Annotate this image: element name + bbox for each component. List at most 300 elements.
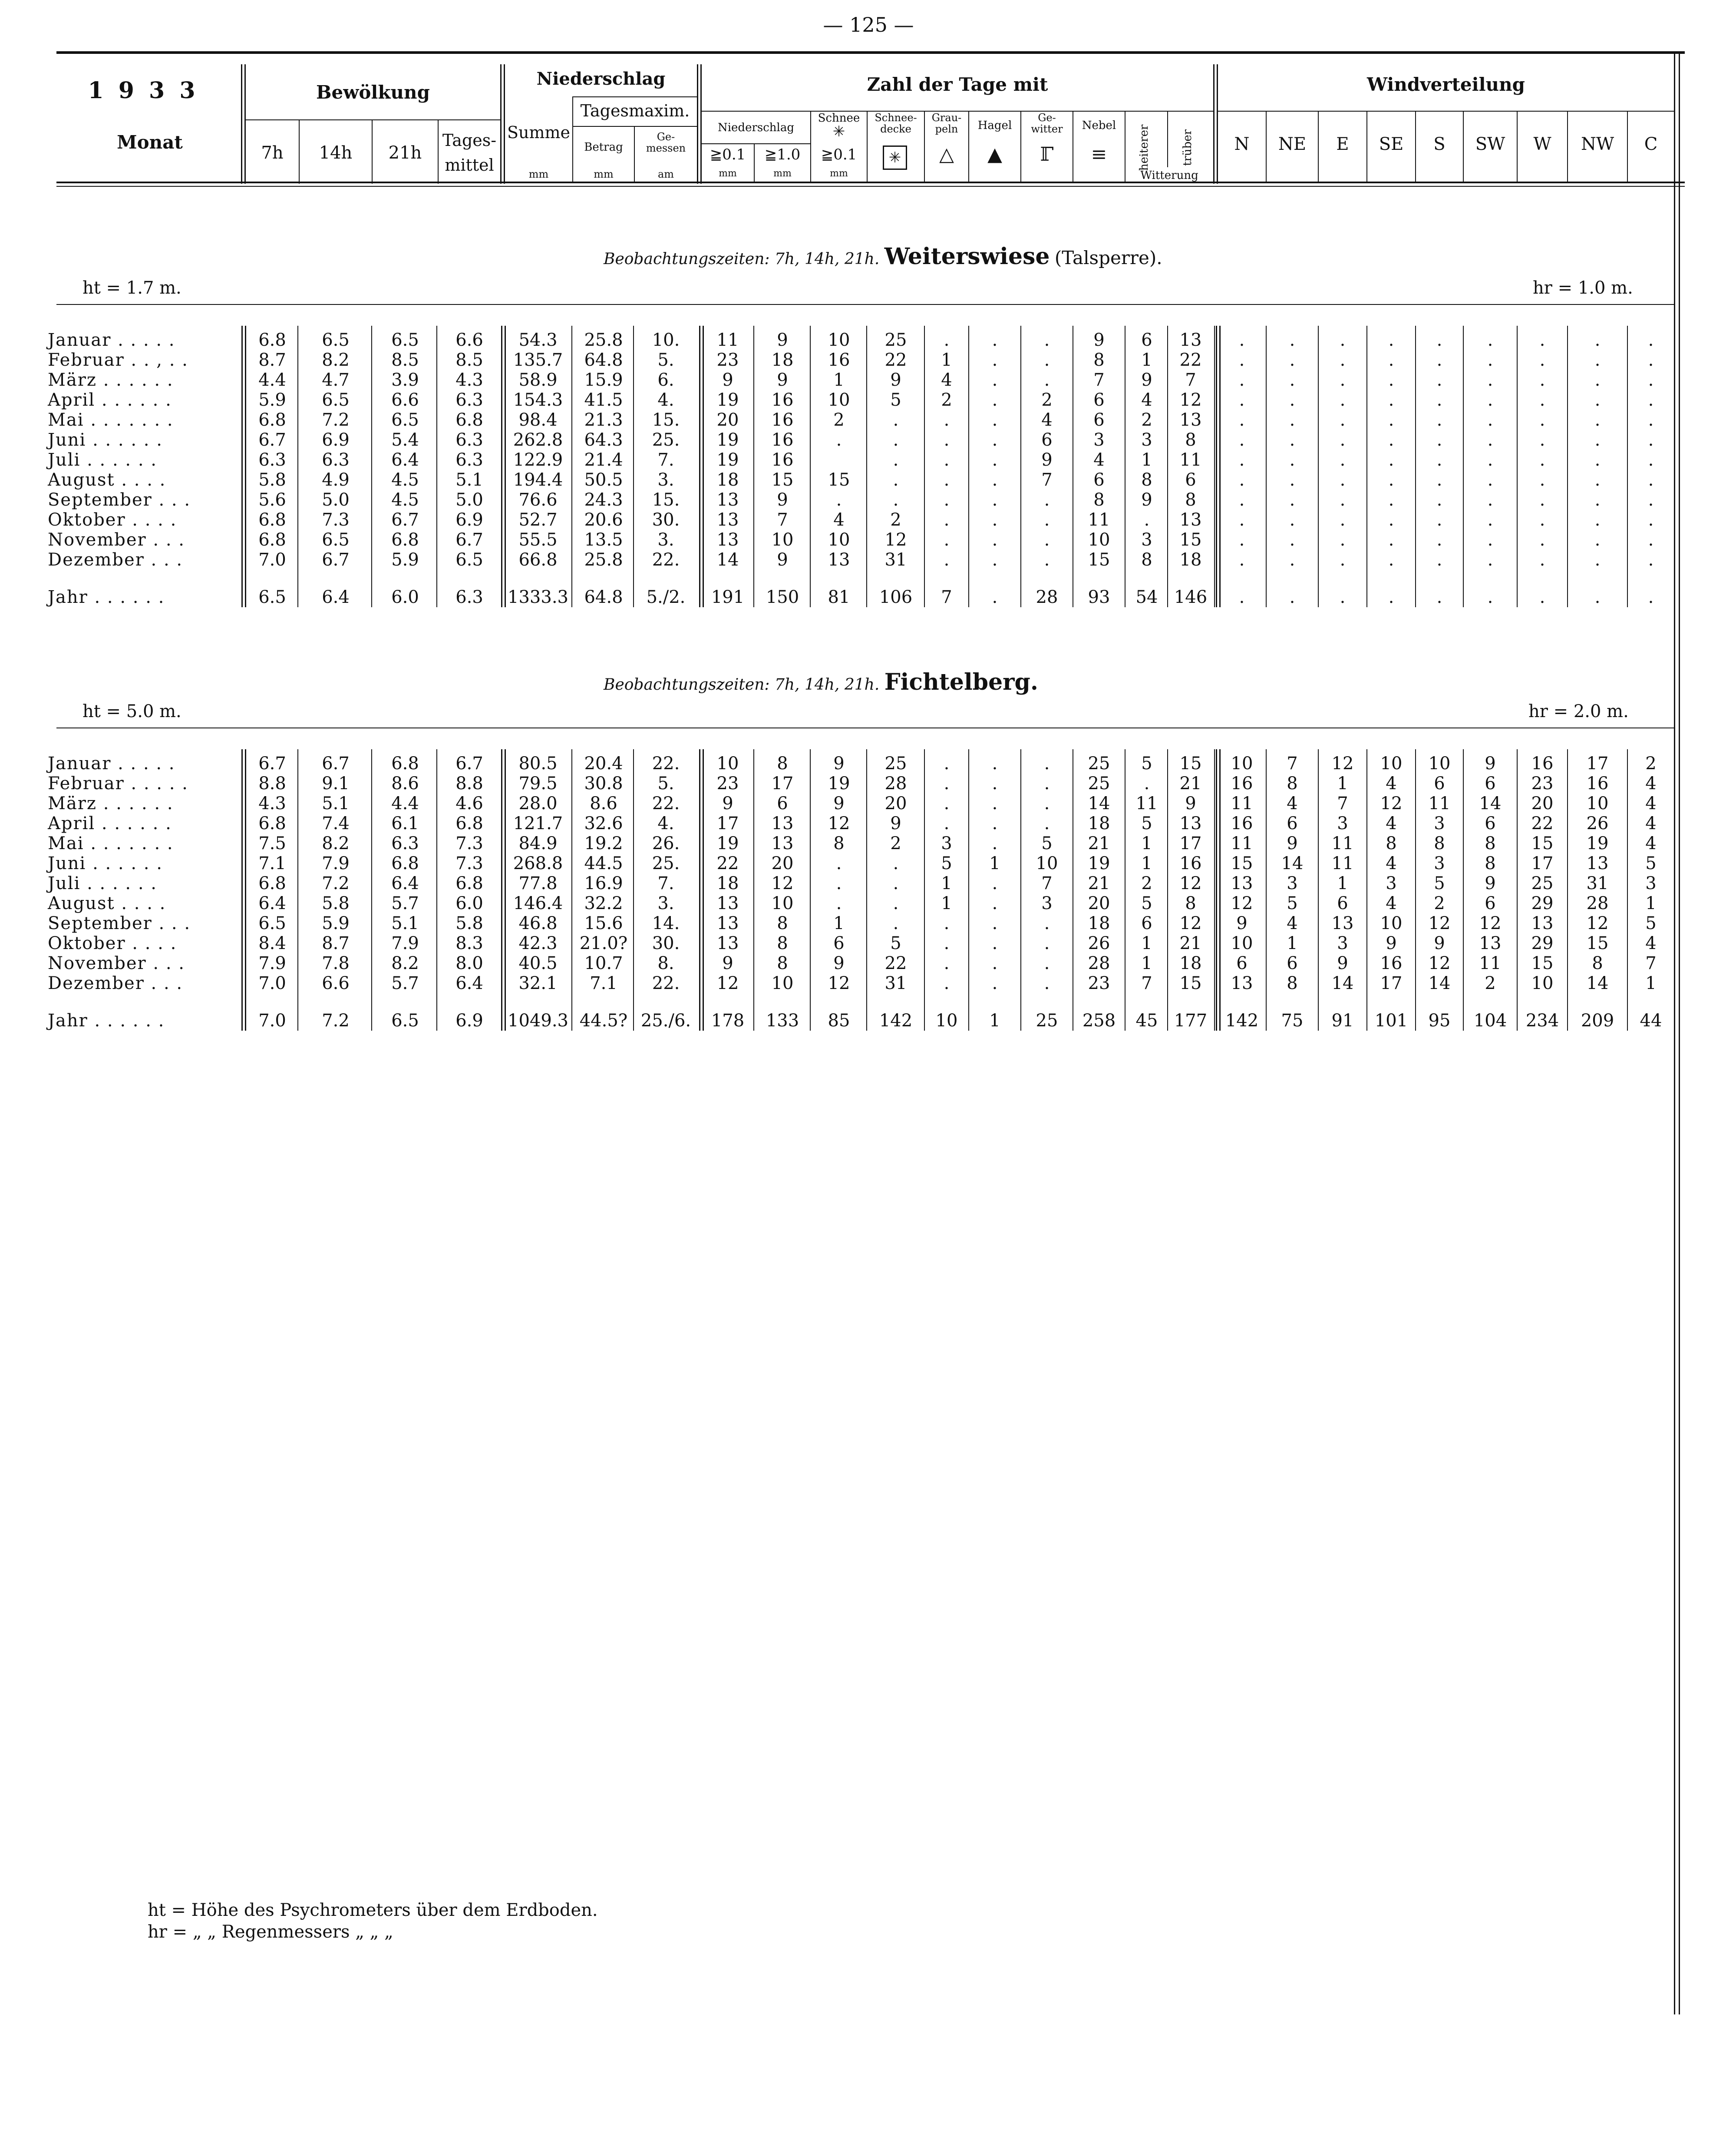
cell-summe: 146.4 [513,893,563,913]
cell-nebel: 4 [1093,450,1105,470]
station-2-hr: hr = 2.0 m. [1528,701,1629,721]
cell-bew-7h: 6.8 [258,330,286,350]
cell-wind-NE: . [1289,410,1295,430]
cell-max-betrag: 44.5 [584,853,623,873]
cell-schnee: 13 [828,550,850,570]
cell-bew-14h: 5.8 [322,893,350,913]
cell-wind-SE: 101 [1374,1011,1408,1031]
cell-wind-SW: 9 [1485,873,1496,893]
cell-schneedecke: 9 [890,814,901,833]
column-divider [968,326,969,607]
cell-heiter: . [1144,510,1150,530]
cell-schnee: . [836,490,842,510]
cell-summe: 262.8 [513,430,563,450]
cell-wind-S: 10 [1428,754,1451,774]
cell-wind-NW: . [1594,510,1601,530]
cell-max-betrag: 50.5 [584,470,623,490]
cell-schnee: . [836,430,842,450]
cell-graupeln: . [944,430,950,450]
cell-bew-mittel: 6.7 [455,530,483,550]
cell-wind-SE: 12 [1380,794,1403,814]
cell-wind-NW: 17 [1586,754,1609,774]
cell-wind-W: 17 [1531,853,1554,873]
cell-month: Mai . . . . . . . [48,410,174,430]
cell-wind-C: . [1648,490,1654,510]
cell-wind-S: 12 [1428,913,1451,933]
monat-label: Monat [117,132,183,153]
cell-bew-14h: 4.7 [322,370,350,390]
cell-trueb: 13 [1179,510,1202,530]
table-row [48,814,1672,833]
cell-nied-ge10: 10 [771,973,794,993]
cell-schneedecke: 31 [885,550,907,570]
cell-wind-N: 9 [1236,913,1248,933]
column-divider [1463,326,1464,607]
cell-graupeln: 2 [941,390,952,410]
cell-heiter: 1 [1141,450,1152,470]
table-row [48,530,1672,550]
cell-wind-E: 9 [1337,953,1348,973]
cell-month: August . . . . [48,470,166,490]
cell-wind-W: 15 [1531,953,1554,973]
niederschlag-label: Niederschlag [536,69,666,89]
cell-nebel: 19 [1088,853,1110,873]
cell-wind-E: 6 [1337,893,1348,913]
cell-wind-W: . [1539,450,1545,470]
cell-max-gemessen: 25./6. [640,1011,691,1031]
cell-wind-S: . [1436,470,1442,490]
cell-hagel: . [992,774,998,794]
cell-nied-ge10: 6 [777,794,788,814]
cell-bew-7h: 6.8 [258,530,286,550]
cell-hagel: 1 [989,853,1000,873]
cell-hagel: . [992,510,998,530]
cell-max-betrag: 41.5 [584,390,623,410]
cell-nied-ge01: 18 [716,470,739,490]
cell-bew-21h: 6.5 [391,1011,419,1031]
cell-bew-14h: 5.1 [322,794,350,814]
cell-wind-C: . [1648,530,1654,550]
cell-wind-SW: 11 [1479,953,1502,973]
column-divider [703,749,704,1031]
cell-graupeln: . [944,550,950,570]
cell-summe: 55.5 [518,530,558,550]
cell-wind-E: 1 [1337,873,1348,893]
cell-wind-N: 142 [1225,1011,1259,1031]
cell-wind-W: . [1539,490,1545,510]
cell-wind-NW: . [1594,450,1601,470]
cell-max-gemessen: 30. [652,510,680,530]
cell-wind-SE: 4 [1386,853,1397,873]
cell-bew-21h: 6.6 [391,390,419,410]
cell-wind-NW: . [1594,410,1601,430]
cell-heiter: 11 [1135,794,1158,814]
cell-month: Jahr . . . . . . [48,1011,165,1031]
cell-wind-NW: 28 [1586,893,1609,913]
cell-wind-W: 13 [1531,913,1554,933]
cell-max-betrag: 20.4 [584,754,623,774]
cell-hagel: . [992,410,998,430]
cell-schnee: 10 [828,530,850,550]
cell-wind-N: 10 [1231,754,1253,774]
cell-heiter: 5 [1141,814,1152,833]
column-divider [297,749,298,1031]
column-divider [1627,749,1628,1031]
cell-nied-ge01: 13 [716,510,739,530]
cell-max-betrag: 21.4 [584,450,623,470]
cell-month: Juli . . . . . . [48,873,157,893]
column-divider [866,326,867,607]
cell-graupeln: . [944,933,950,953]
cell-schneedecke: 22 [885,953,907,973]
observation-times: Beobachtungszeiten: 7h, 14h, 21h. [604,676,880,694]
column-divider [1219,749,1221,1031]
cell-wind-NE: . [1289,510,1295,530]
cell-heiter: 3 [1141,530,1152,550]
cell-wind-C: . [1648,350,1654,370]
cell-month: November . . . [48,953,185,973]
nied-ge10: ≧1.0 [764,146,801,163]
cell-nied-ge01: 10 [716,754,739,774]
cell-nied-ge01: 14 [716,550,739,570]
column-divider [1366,326,1367,607]
cell-wind-C: 2 [1645,754,1657,774]
cell-graupeln: . [944,973,950,993]
cell-wind-W: . [1539,410,1545,430]
cell-bew-21h: 5.4 [391,430,419,450]
cell-summe: 98.4 [518,410,558,430]
cell-max-gemessen: 10. [652,330,680,350]
cell-wind-NE: 8 [1287,774,1298,794]
column-divider [633,749,634,1031]
cell-wind-SW: 2 [1485,973,1496,993]
cell-heiter: 9 [1141,490,1152,510]
cell-wind-NE: . [1289,430,1295,450]
cell-bew-7h: 7.9 [258,953,286,973]
cell-nied-ge01: 23 [716,774,739,794]
cell-wind-E: . [1340,330,1346,350]
column-divider [866,749,867,1031]
gemessen-label: Ge- messen [646,131,686,155]
cell-bew-14h: 8.7 [322,933,350,953]
cell-schnee: 19 [828,774,850,794]
column-divider [297,326,298,607]
wind-col-E: E [1336,134,1349,154]
cell-hagel: . [992,587,998,607]
cell-wind-SW: . [1487,450,1493,470]
cell-max-betrag: 32.2 [584,893,623,913]
cell-wind-SE: 3 [1386,873,1397,893]
cell-nebel: 7 [1093,370,1105,390]
cell-wind-W: . [1539,390,1545,410]
cell-gewitter: 25 [1036,1011,1058,1031]
cell-wind-C: 3 [1645,873,1657,893]
cell-bew-7h: 6.7 [258,754,286,774]
cell-heiter: 8 [1141,550,1152,570]
cell-wind-E: 91 [1331,1011,1354,1031]
cell-wind-SW: . [1487,530,1493,550]
cell-wind-SW: 6 [1485,774,1496,794]
cell-wind-NE: 6 [1287,814,1298,833]
cell-graupeln: . [944,330,950,350]
cell-bew-7h: 8.4 [258,933,286,953]
cell-schneedecke: . [893,490,899,510]
cell-wind-NE: 8 [1287,973,1298,993]
cell-bew-mittel: 6.3 [455,390,483,410]
cell-summe: 1049.3 [508,1011,568,1031]
cell-max-gemessen: 3. [657,893,674,913]
snow-cover-icon: ✳ [883,146,907,170]
cell-wind-S: 3 [1434,853,1445,873]
cell-summe: 268.8 [513,853,563,873]
cell-bew-21h: 6.5 [391,410,419,430]
cell-heiter: 6 [1141,330,1152,350]
cell-max-gemessen: 7. [657,450,674,470]
cell-wind-C: 4 [1645,933,1657,953]
cell-bew-21h: 4.4 [391,794,419,814]
wind-col-C: C [1644,134,1658,154]
cell-wind-NE: 4 [1287,913,1298,933]
cell-schnee: 1 [833,913,845,933]
cell-wind-NE: . [1289,390,1295,410]
cell-wind-SE: . [1388,350,1394,370]
cell-month: Juli . . . . . . [48,450,157,470]
cell-month: August . . . . [48,893,166,913]
cell-wind-NW: 26 [1586,814,1609,833]
cell-wind-E: 3 [1337,933,1348,953]
hline [573,96,697,97]
cell-max-gemessen: 3. [657,530,674,550]
cell-wind-N: 16 [1231,814,1253,833]
cell-wind-N: . [1239,490,1245,510]
cell-bew-mittel: 4.6 [455,794,483,814]
cell-heiter: 6 [1141,913,1152,933]
cell-bew-21h: 6.8 [391,754,419,774]
observation-times: Beobachtungszeiten: 7h, 14h, 21h. [604,250,880,268]
cell-wind-NW: 19 [1586,833,1609,853]
cell-wind-N: 10 [1231,933,1253,953]
cell-wind-SW: . [1487,587,1493,607]
cell-gewitter: . [1044,774,1050,794]
cell-wind-NE: . [1289,370,1295,390]
cell-summe: 54.3 [518,330,558,350]
cell-wind-NE: 6 [1287,953,1298,973]
cell-bew-21h: 6.5 [391,330,419,350]
cell-schneedecke: . [893,450,899,470]
cell-hagel: . [992,953,998,973]
cell-wind-S: . [1436,450,1442,470]
hline [573,126,697,127]
cell-max-betrag: 30.8 [584,774,623,794]
cell-gewitter: 7 [1041,873,1053,893]
cell-wind-C: 4 [1645,794,1657,814]
cell-nebel: 10 [1088,530,1110,550]
cell-hagel: . [992,973,998,993]
cell-bew-21h: 6.4 [391,873,419,893]
cell-trueb: 18 [1179,953,1202,973]
cell-graupeln: . [944,530,950,550]
cell-graupeln: . [944,913,950,933]
column-divider [436,326,437,607]
cell-heiter: 3 [1141,430,1152,450]
cell-bew-21h: 3.9 [391,370,419,390]
cell-gewitter: 10 [1036,853,1058,873]
cell-wind-SW: 13 [1479,933,1502,953]
column-divider [1216,749,1217,1031]
hline [1218,111,1674,112]
cell-wind-NE: . [1289,530,1295,550]
column-divider [1567,749,1568,1031]
cell-wind-S: . [1436,370,1442,390]
cell-trueb: 15 [1179,754,1202,774]
cell-wind-E: . [1340,470,1346,490]
cell-max-betrag: 10.7 [584,953,623,973]
column-divider [1463,749,1464,1031]
hline [702,143,810,144]
cell-schnee: 1 [833,370,845,390]
cell-wind-NE: 7 [1287,754,1298,774]
cell-wind-SE: . [1388,470,1394,490]
cell-wind-S: . [1436,350,1442,370]
cell-wind-W: . [1539,330,1545,350]
cell-wind-E: 1 [1337,774,1348,794]
page-number: — 125 — [823,13,914,36]
cell-summe: 66.8 [518,550,558,570]
year-label: 1 9 3 3 [88,77,199,104]
cell-wind-E: . [1340,490,1346,510]
cell-month: April . . . . . . [48,390,172,410]
cell-summe: 76.6 [518,490,558,510]
cell-bew-21h: 6.1 [391,814,419,833]
cell-wind-W: 15 [1531,833,1554,853]
cell-schneedecke: 28 [885,774,907,794]
cell-bew-14h: 8.2 [322,833,350,853]
column-divider [1219,326,1221,607]
cell-wind-S: 14 [1428,973,1451,993]
cell-bew-21h: 8.6 [391,774,419,794]
cell-gewitter: . [1044,530,1050,550]
cell-wind-E: 14 [1331,973,1354,993]
cell-wind-NW: . [1594,330,1601,350]
cell-nebel: 28 [1088,953,1110,973]
cell-wind-SW: . [1487,410,1493,430]
cell-wind-E: . [1340,430,1346,450]
table-row [48,754,1672,774]
cell-heiter: 1 [1141,833,1152,853]
cell-bew-mittel: 6.9 [455,1011,483,1031]
cell-heiter: 1 [1141,853,1152,873]
cell-wind-N: . [1239,550,1245,570]
cell-wind-W: . [1539,350,1545,370]
cell-bew-7h: 4.3 [258,794,286,814]
cell-schnee: 2 [833,410,845,430]
cell-schnee: 16 [828,350,850,370]
cell-summe: 46.8 [518,913,558,933]
cell-nied-ge10: 10 [771,530,794,550]
cell-max-gemessen: 22. [652,754,680,774]
cell-wind-C: 1 [1645,893,1657,913]
cell-nied-ge10: 8 [777,754,788,774]
cell-wind-SW: . [1487,350,1493,370]
cell-nied-ge01: 18 [716,873,739,893]
cell-graupeln: . [944,814,950,833]
cell-gewitter: . [1044,973,1050,993]
cell-bew-14h: 6.7 [322,754,350,774]
cell-nied-ge01: 11 [716,330,739,350]
table-row [48,410,1672,430]
cell-wind-NW: 12 [1586,913,1609,933]
cell-nied-ge10: 9 [777,370,788,390]
cell-bew-14h: 7.2 [322,873,350,893]
cell-bew-7h: 5.6 [258,490,286,510]
cell-wind-C: . [1648,370,1654,390]
cell-wind-NE: . [1289,470,1295,490]
cell-nebel: 21 [1088,873,1110,893]
cell-max-gemessen: 30. [652,933,680,953]
cell-wind-W: 23 [1531,774,1554,794]
cell-summe: 77.8 [518,873,558,893]
cell-gewitter: . [1044,913,1050,933]
schneedecke-label: Schnee- decke [875,112,917,136]
cell-nied-ge10: 133 [766,1011,799,1031]
cell-wind-E: . [1340,550,1346,570]
cell-gewitter: . [1044,754,1050,774]
cell-nied-ge10: 16 [771,430,794,450]
cell-month: Juni . . . . . . [48,853,163,873]
cell-bew-7h: 7.0 [258,1011,286,1031]
station-2-heading [604,669,1298,695]
table-row [48,330,1672,350]
cell-nied-ge10: 15 [771,470,794,490]
cell-bew-21h: 4.5 [391,470,419,490]
cell-gewitter: . [1044,350,1050,370]
cell-wind-NW: . [1594,550,1601,570]
cell-trueb: 21 [1179,933,1202,953]
column-divider [1567,326,1568,607]
column-divider [1517,326,1518,607]
vline [500,64,502,184]
cell-hagel: . [992,794,998,814]
cell-nebel: 15 [1088,550,1110,570]
cell-nied-ge01: 23 [716,350,739,370]
cell-bew-14h: 6.6 [322,973,350,993]
cell-nied-ge10: 18 [771,350,794,370]
cell-bew-7h: 5.8 [258,470,286,490]
cell-nied-ge01: 19 [716,833,739,853]
cell-wind-E: . [1340,370,1346,390]
bew-14h: 14h [319,143,353,163]
cell-wind-NW: . [1594,390,1601,410]
right-border-2 [1679,51,1680,2014]
cell-schneedecke: . [893,853,899,873]
wind-col-S: S [1433,134,1446,154]
cell-hagel: . [992,913,998,933]
cell-bew-14h: 5.0 [322,490,350,510]
cell-wind-SE: 9 [1386,933,1397,953]
cell-wind-W: . [1539,430,1545,450]
cell-wind-NW: 14 [1586,973,1609,993]
cell-max-gemessen: 15. [652,410,680,430]
cell-max-betrag: 21.3 [584,410,623,430]
cell-wind-C: 1 [1645,973,1657,993]
cell-month: März . . . . . . [48,794,174,814]
cell-trueb: 16 [1179,853,1202,873]
cell-bew-21h: 7.9 [391,933,419,953]
cell-max-betrag: 24.3 [584,490,623,510]
cell-nied-ge10: 16 [771,390,794,410]
cell-wind-N: 13 [1231,973,1253,993]
cell-wind-SE: . [1388,510,1394,530]
